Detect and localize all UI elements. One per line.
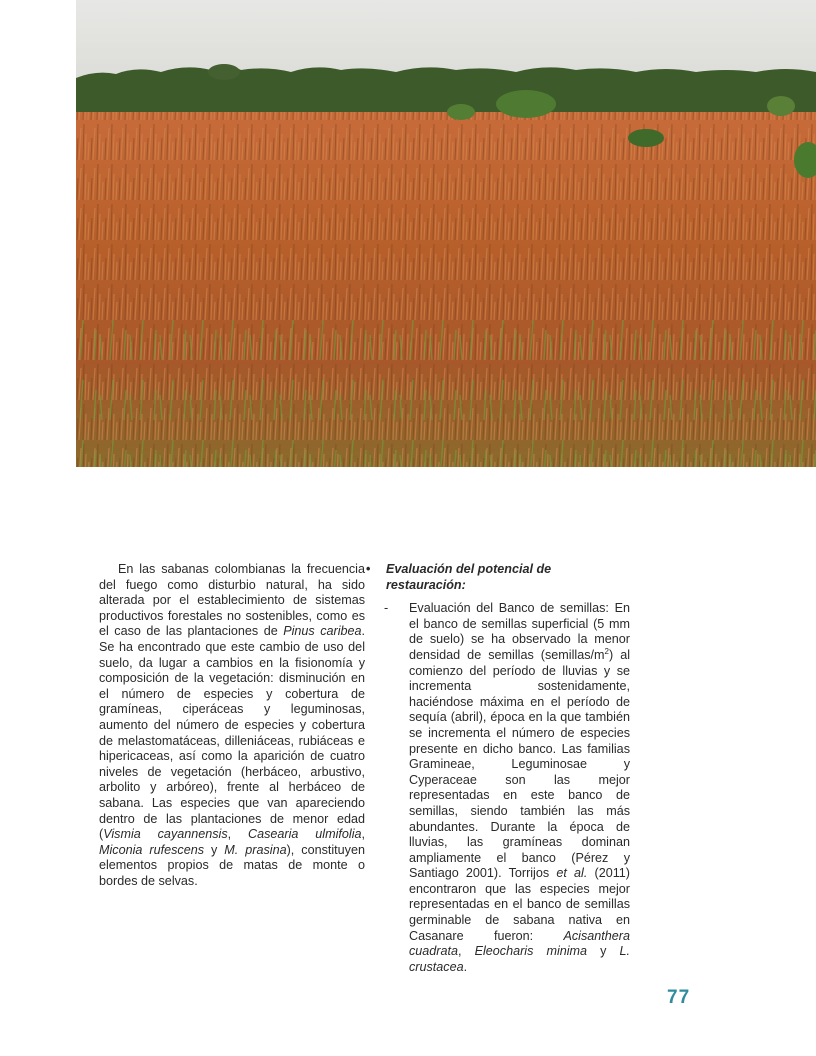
bullet-icon: •: [366, 562, 371, 576]
savanna-photo: [76, 0, 816, 467]
section-heading: • Evaluación del potencial de restauración:: [366, 562, 552, 592]
left-text-column: [99, 562, 365, 889]
seed-bank-paragraph: Evaluación del Banco de semillas: En el banco de semillas superficial (5 mm de suelo) se ha observado la menor densidad de semillas $(semillas/m^2)$ al comienzo del período de lluvias y se incrementa sostenidamente, haciéndose máxima en el período de sequía (abril), época en la que también se incrementa el número de especies presente en dicho banco. Las familias Gramineae, Leguminosae y Cyperaceae son las mejor representadas en este banco de semillas, siendo también las más abundantes. Durante la época de lluvias, las gramíneas dominan ampliamente el banco (Pérez y Santiago 2001). Torrijos et al. (2011) encontraron que las especies mejor representadas en el banco de semillas germinable de sabana nativa en Casanare fueron: Acisanthera cuadrata, Eleocharis minima y L. crustacea.: [409, 601, 631, 974]
left-paragraph: En las sabanas colombianas la frecuencia del fuego como disturbio natural, ha sido alterada por el establecimiento de sistemas productivos forestales no sostenibles, como es el caso de las plantaciones de Pinus caribea. Se ha encontrado que este cambio de uso del suelo, da lugar a cambios en la fisionomía y composición de la vegetación: disminución en el número de especies y cobertura de gramíneas, ciperáceas y leguminosas, aumento del número de especies y cobertura de melastomatáceas, dilleniáceas, rubiáceas e hipericaceas, así como la aparición de cuatro niveles de vegetación (herbáceo, arbustivo, arbolito y arbóreo), frente al herbáceo de sabana. Las especies que van apareciendo dentro de las plantaciones de menor edad (Vismia cayannensis, Casearia ulmifolia, Miconia rufescens y M. prasina), constituyen elementos propios de matas de monte o bordes de selvas.: [99, 562, 366, 888]
dash-icon: -: [384, 601, 389, 616]
dash-list-item: [364, 601, 630, 975]
right-text-column: [364, 562, 630, 975]
page-number: 77: [667, 987, 691, 1008]
